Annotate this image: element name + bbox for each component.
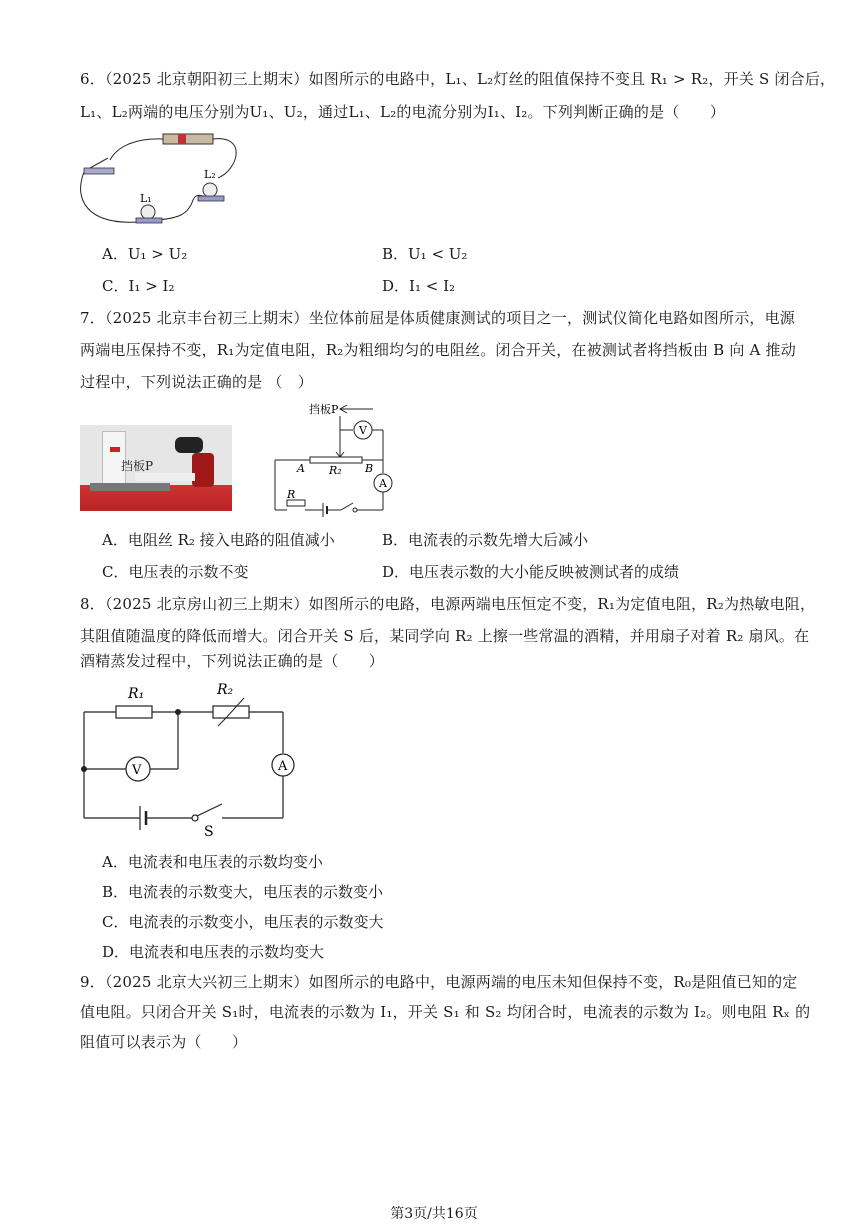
q8-stem-line2: 其阻值随温度的降低而增大。闭合开关 S 后，某同学向 R₂ 上擦一些常温的酒精，并用扇子对着 R₂ 扇风。在 (80, 627, 810, 645)
q8-fig-a: A (278, 759, 288, 774)
q6-option-a[interactable] (102, 244, 187, 264)
q7-fig-v: V (359, 424, 367, 437)
option-label: A． (102, 245, 128, 263)
q7-fig-point-a: A (297, 462, 305, 475)
option-label: B． (102, 883, 129, 901)
q9-stem-line1: 9．（2025 北京大兴初三上期末）如图所示的电路中，电源两端的电压未知但保持不变，R₀是阻值已知的定 (80, 973, 798, 991)
option-label: B． (382, 531, 409, 549)
q7-circuit-figure (265, 400, 400, 520)
option-text: 电流表的示数变小，电压表的示数变大 (128, 913, 384, 931)
q6-option-d[interactable] (382, 276, 455, 296)
option-text: 电阻丝 R₂ 接入电路的阻值减小 (127, 531, 335, 549)
option-text: 电压表示数的大小能反映被测试者的成绩 (409, 563, 680, 581)
q7-photo-label: 挡板P (121, 459, 154, 473)
option-text: 电流表和电压表的示数均变大 (129, 943, 325, 961)
option-text: 电流表的示数先增大后减小 (408, 531, 589, 549)
page-footer: 第3页/共16页 (390, 1206, 478, 1222)
option-label: C． (102, 913, 129, 931)
q8-option-a[interactable] (102, 852, 323, 872)
q6-option-c[interactable] (102, 276, 174, 296)
option-label: C． (102, 563, 129, 581)
option-text: U₁ < U₂ (408, 245, 468, 263)
q7-fig-a-meter: A (379, 477, 387, 490)
q7-option-b[interactable] (382, 530, 588, 550)
option-label: D． (382, 563, 410, 581)
q6-stem-line1: 6．（2025 北京朝阳初三上期末）如图所示的电路中，L₁、L₂灯丝的阻值保持不变且 R₁ > R₂，开关 S 闭合后， (80, 70, 836, 88)
q8-option-d[interactable] (102, 942, 324, 962)
option-text: I₁ > I₂ (128, 277, 175, 295)
q7-stem-line2: 两端电压保持不变，R₁为定值电阻，R₂为粗细均匀的电阻丝。闭合开关，在被测试者将挡板由 B 向 A 推动 (80, 341, 796, 359)
q8-option-c[interactable] (102, 912, 384, 932)
q8-fig-s: S (204, 824, 214, 840)
option-text: I₁ < I₂ (409, 277, 456, 295)
option-text: 电流表和电压表的示数均变小 (127, 853, 323, 871)
q6-option-b[interactable] (382, 244, 467, 264)
option-text: U₁ > U₂ (127, 245, 188, 263)
q8-r1-resistor (116, 706, 152, 718)
option-label: A． (102, 531, 128, 549)
option-label: D． (102, 943, 130, 961)
q6-stem-line2: L₁、L₂两端的电压分别为U₁、U₂，通过L₁、L₂的电流分别为I₁、I₂。下列判断正确的是（ ） (80, 103, 726, 121)
q7-option-c[interactable] (102, 562, 249, 582)
q8-fig-r1: R₁ (128, 686, 145, 702)
option-label: D． (382, 277, 410, 295)
q9-stem-line3: 阻值可以表示为（ ） (80, 1033, 248, 1051)
q8-stem-line1: 8．（2025 北京房山初三上期末）如图所示的电路，电源两端电压恒定不变，R₁为定值电阻，R₂为热敏电阻， (80, 595, 816, 613)
q8-fig-v: V (132, 763, 142, 778)
q7-stem-line1: 7．（2025 北京丰台初三上期末）坐位体前屈是体质健康测试的项目之一，测试仪简化电路如图所示，电源 (80, 309, 795, 327)
q7-stem-line3: 过程中，下列说法正确的是 （ ） (80, 373, 313, 391)
q7-test-photo (80, 425, 232, 511)
option-label: B． (382, 245, 409, 263)
q8-fig-r2: R₂ (217, 682, 234, 698)
q7-fig-r2: R₂ (329, 464, 342, 477)
q7-fig-point-b: B (365, 462, 374, 475)
q8-circuit-figure (76, 678, 301, 840)
q7-option-a[interactable] (102, 530, 335, 550)
q7-fig-r: R (287, 488, 296, 501)
q8-stem-line3: 酒精蒸发过程中，下列说法正确的是（ ） (80, 652, 385, 670)
q9-stem-line2: 值电阻。只闭合开关 S₁时，电流表的示数为 I₁，开关 S₁ 和 S₂ 均闭合时，电流表的示数为 I₂。则电阻 Rₓ 的 (80, 1003, 811, 1021)
q6-fig-label-l1: L₁ (140, 192, 152, 205)
q8-option-b[interactable] (102, 882, 383, 902)
option-label: A． (102, 853, 128, 871)
q7-fig-baffle: 挡板P (309, 403, 339, 416)
q6-fig-label-l2: L₂ (204, 168, 216, 181)
option-text: 电流表的示数变大，电压表的示数变小 (128, 883, 384, 901)
option-label: C． (102, 277, 129, 295)
q6-circuit-figure (78, 130, 248, 235)
option-text: 电压表的示数不变 (128, 563, 249, 581)
q7-option-d[interactable] (382, 562, 679, 582)
